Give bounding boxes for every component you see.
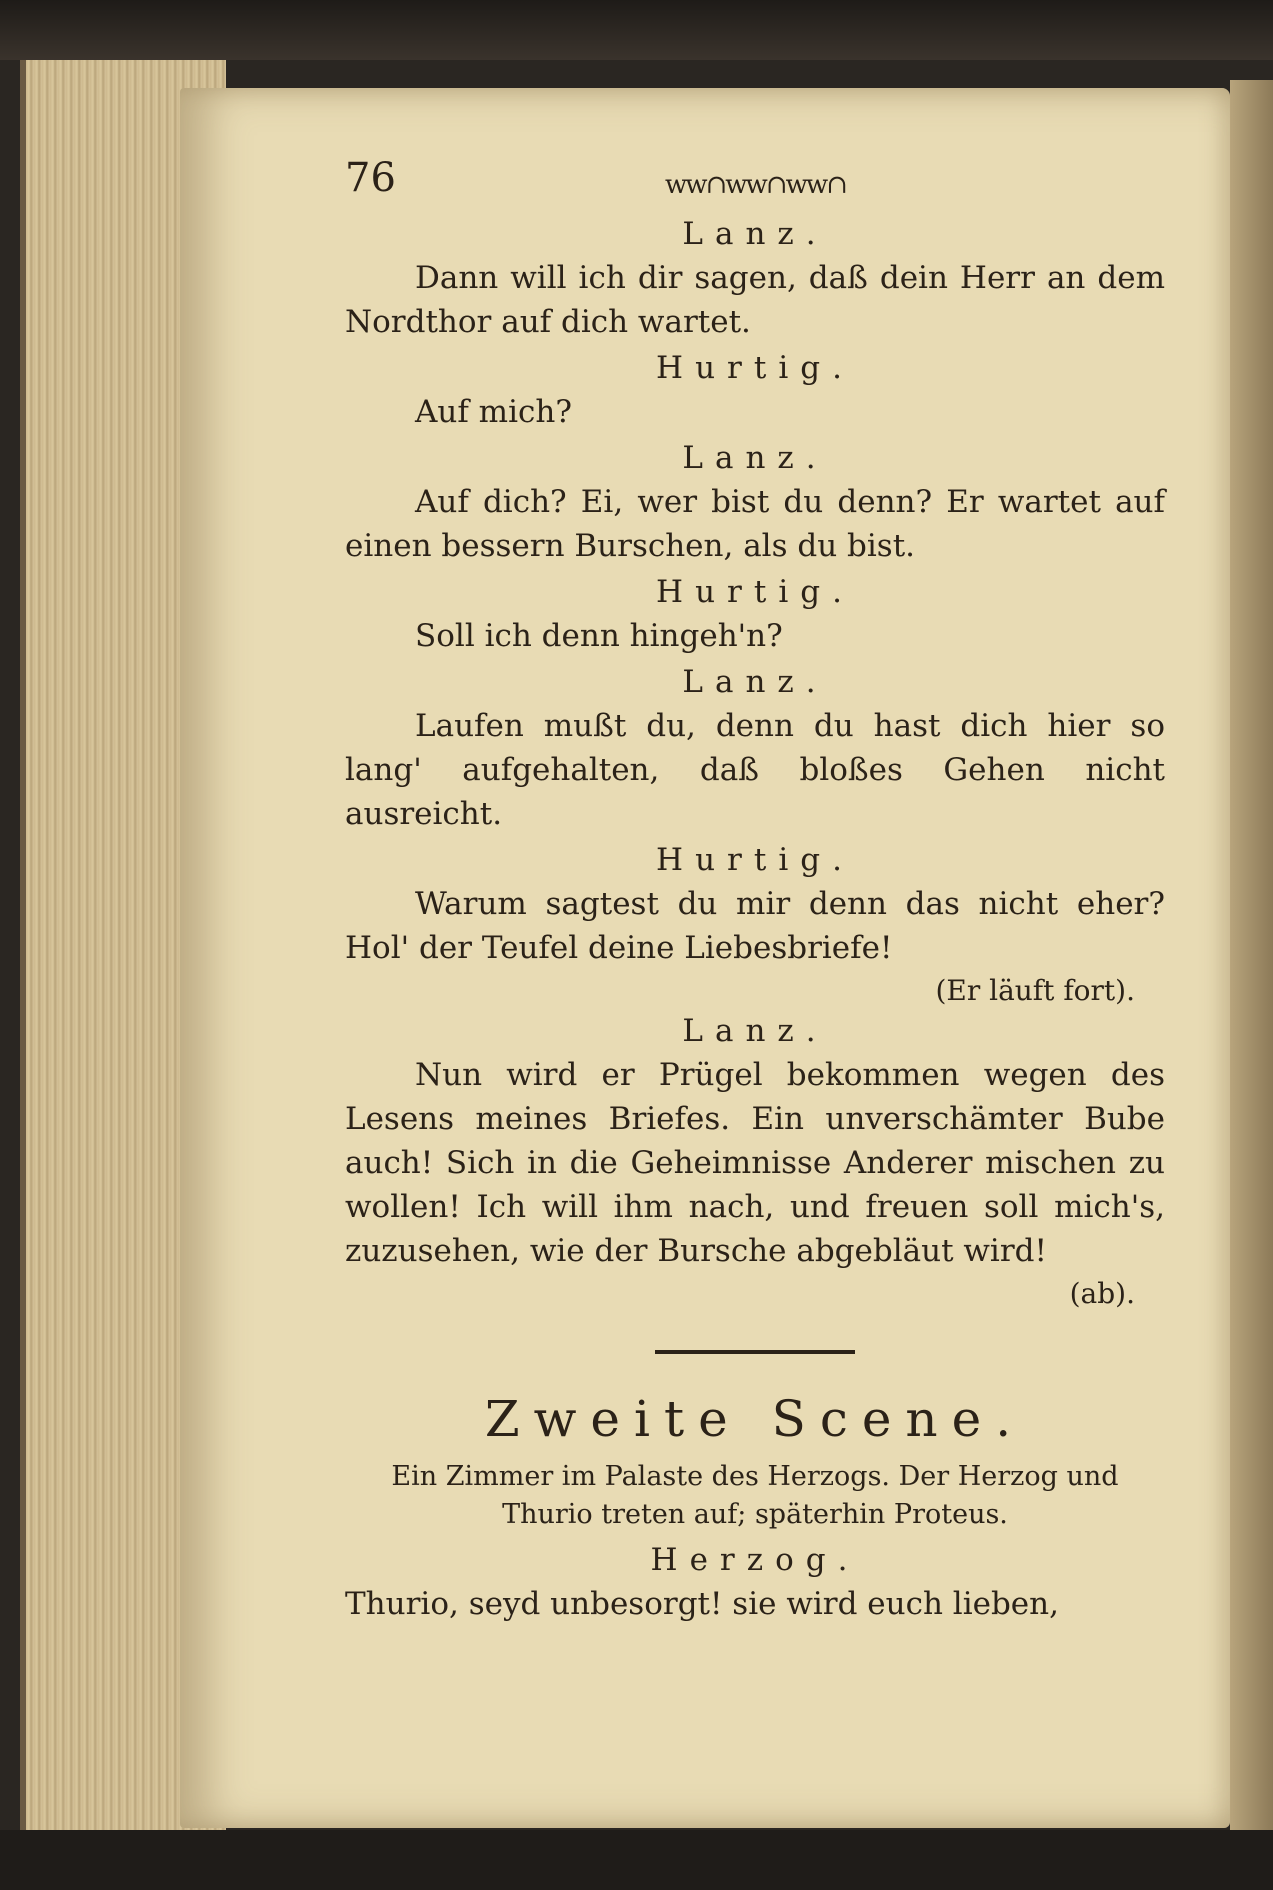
book-top-edge xyxy=(0,0,1273,60)
speaker-name: Herzog. xyxy=(650,1542,860,1578)
speech-text: Auf dich? Ei, wer bist du denn? Er wartet auf einen bessern Burschen, als du bist. xyxy=(345,484,1165,564)
speaker-name: Lanz. xyxy=(682,664,828,700)
speaker-name: Lanz. xyxy=(682,216,828,252)
speech-text: Auf mich? xyxy=(415,394,572,430)
dialogue-block xyxy=(345,350,1165,434)
speaker-name: Hurtig. xyxy=(656,842,854,878)
scene-description xyxy=(345,1458,1165,1534)
stage-direction: (Er läuft fort). xyxy=(935,974,1135,1007)
speaker-name: Hurtig. xyxy=(656,574,854,610)
speech-text: Dann will ich dir sagen, daß dein Herr an dem Nordthor auf dich wartet. xyxy=(345,260,1165,340)
speech-text: Nun wird er Prügel bekommen wegen des Lesens meines Briefes. Ein unverschämter Bube auch! Sich in die Geheimnisse Anderer mischen zu wollen! Ich will ihm nach, und freuen soll mich's, zuzusehen, wie der Bursche abgebläut wird! xyxy=(345,1057,1165,1269)
book-bottom-edge xyxy=(0,1830,1273,1890)
dialogue-block xyxy=(345,664,1165,836)
dialogue-block xyxy=(345,1013,1165,1310)
page-header xyxy=(345,150,1165,210)
scene-description-line: Thurio treten auf; späterhin Proteus. xyxy=(502,1499,1008,1530)
stage-direction: (ab). xyxy=(1069,1277,1135,1310)
header-ornament: ww∩ww∩ww∩ xyxy=(665,170,846,200)
speech-text: Laufen mußt du, denn du hast dich hier so lang' aufgehalten, daß bloßes Gehen nicht ausreicht. xyxy=(345,708,1165,832)
section-divider xyxy=(655,1350,855,1354)
dialogue-block xyxy=(345,574,1165,658)
dialogue-block xyxy=(345,216,1165,344)
book-right-edge xyxy=(1230,80,1273,1830)
verse-line: Thurio, seyd unbesorgt! sie wird euch lieben, xyxy=(345,1586,1059,1622)
scene-title: Zweite Scene. xyxy=(484,1390,1026,1448)
page-number: 76 xyxy=(345,155,396,201)
speaker-name: Hurtig. xyxy=(656,350,854,386)
dialogue-block xyxy=(345,842,1165,1007)
dialogue-block xyxy=(345,440,1165,568)
scene-description-line: Ein Zimmer im Palaste des Herzogs. Der Herzog und xyxy=(391,1461,1119,1492)
speech-text: Warum sagtest du mir denn das nicht eher? Hol' der Teufel deine Liebesbriefe! xyxy=(345,886,1165,966)
speaker-name: Lanz. xyxy=(682,1013,828,1049)
speech-text: Soll ich denn hingeh'n? xyxy=(415,618,783,654)
page-text xyxy=(345,150,1165,1626)
speaker-name: Lanz. xyxy=(682,440,828,476)
